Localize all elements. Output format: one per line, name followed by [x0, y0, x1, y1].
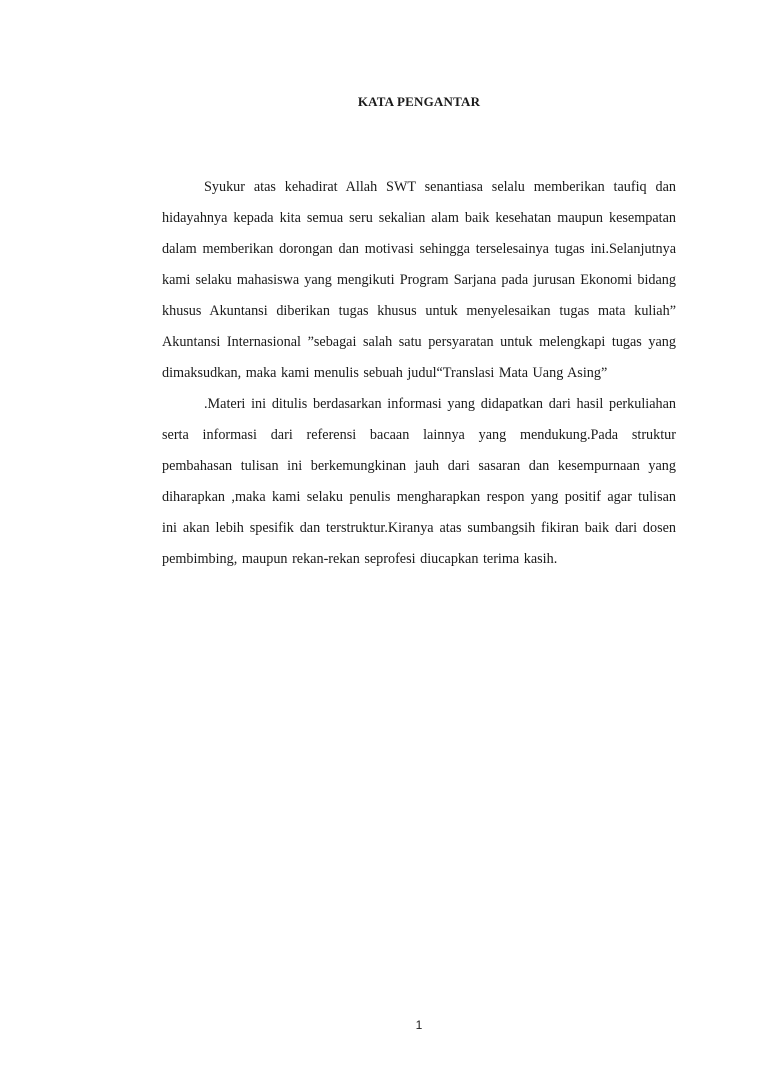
- paragraph-2: .Materi ini ditulis berdasarkan informasi yang didapatkan dari hasil perkuliahan serta informasi dari referensi bacaan lainnya yang mendukung.Pada struktur pembahasan tulisan ini berkemungkinan jauh dari sasaran dan kesempurnaan yang diharapkan ,maka kami selaku penulis mengharapkan respon yang positif agar tulisan ini akan lebih spesifik dan terstruktur.Kiranya atas sumbangsih fikiran baik dari dosen pembimbing, maupun rekan-rekan seprofesi diucapkan terima kasih.: [162, 396, 676, 567]
- page-number: 1: [415, 1018, 423, 1032]
- paragraph-1: Syukur atas kehadirat Allah SWT senantiasa selalu memberikan taufiq dan hidayahnya kepada kita semua seru sekalian alam baik kesehatan maupun kesempatan dalam memberikan dorongan dan motivasi sehingga terselesainya tugas ini.Selanjutnya kami selaku mahasiswa yang mengikuti Program Sarjana pada jurusan Ekonomi bidang khusus Akuntansi diberikan tugas khusus untuk menyelesaikan tugas mata kuliah” Akuntansi Internasional ”sebagai salah satu persyaratan untuk melengkapi tugas yang dimaksudkan, maka kami menulis sebuah judul“Translasi Mata Uang Asing”: [162, 179, 676, 381]
- document-body: [162, 172, 676, 575]
- page-title: KATA PENGANTAR: [357, 94, 481, 109]
